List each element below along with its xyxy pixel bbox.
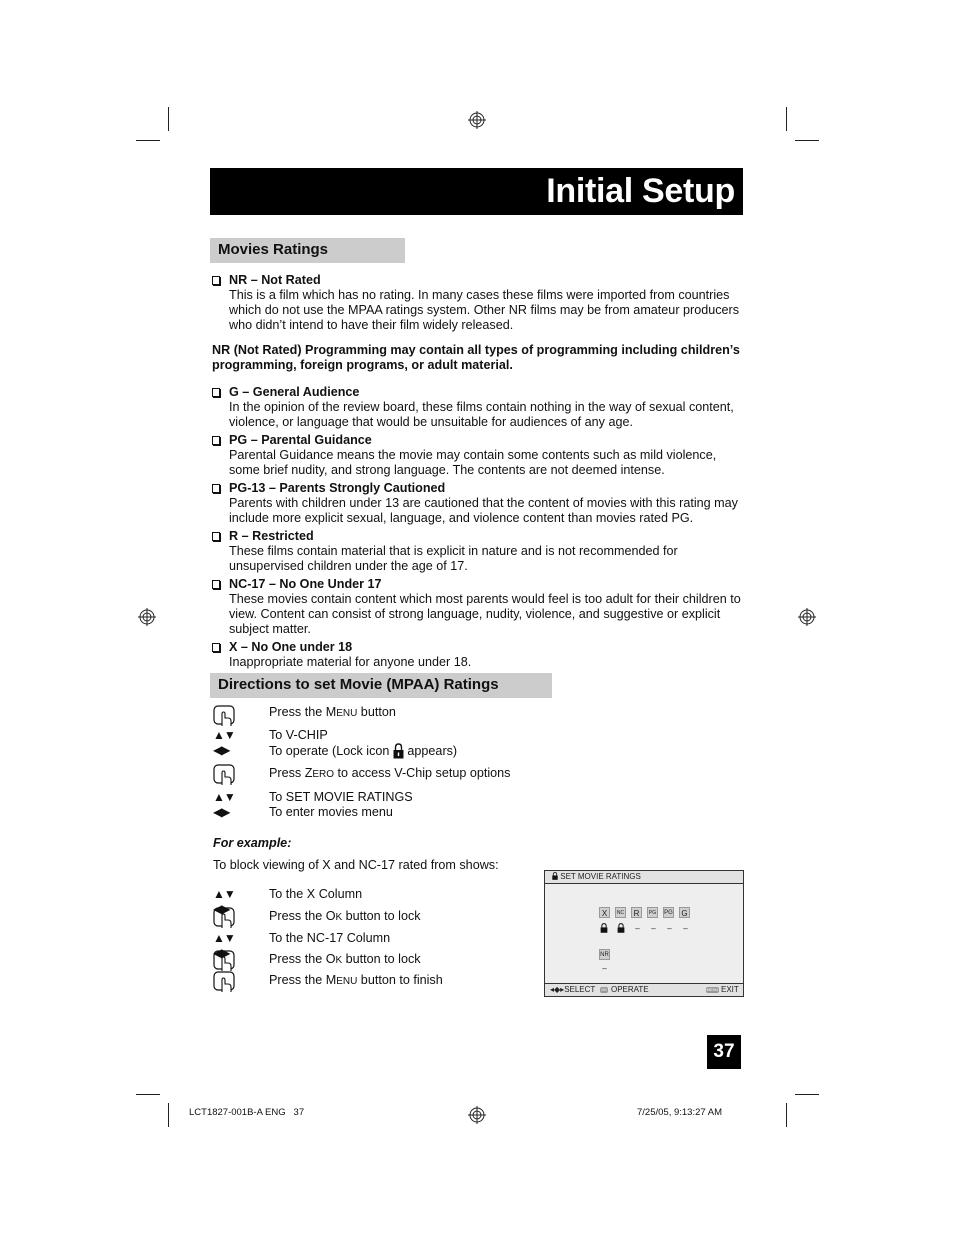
step-text: To the X Column [269, 887, 363, 901]
checkbox-bullet-icon [212, 643, 220, 652]
lock-icon [617, 923, 625, 933]
nr-warning: NR (Not Rated) Programming may contain all types of programming including children’s programming, foreign programs, or adult material. [212, 343, 740, 372]
left-right-arrows-icon: ◀▶ [213, 805, 230, 819]
step-text: Press the OK button to lock [269, 952, 421, 966]
example-label: For example: [213, 836, 292, 850]
page-number: 37 [707, 1035, 741, 1069]
up-down-arrows-icon: ▲▼ [213, 728, 235, 742]
osd-set-movie-ratings [544, 870, 744, 997]
rating-desc: Parental Guidance means the movie may contain some contents such as mild violence, some brief nudity, and strong language. The contents are not deemed intense. [229, 448, 717, 477]
rating-head: PG-13 – Parents Strongly Cautioned [229, 481, 446, 495]
checkbox-bullet-icon [212, 484, 220, 493]
rating-head: R – Restricted [229, 529, 314, 543]
crop-mark [786, 107, 787, 131]
remote-hand-icon [213, 906, 237, 930]
registration-mark-icon [468, 1106, 486, 1124]
rating-desc: Inappropriate material for anyone under 18. [229, 655, 472, 669]
ratings-list [212, 273, 744, 673]
crop-mark [136, 1094, 160, 1095]
osd-title-bar [545, 871, 743, 884]
osd-footer-bar [545, 983, 743, 996]
rating-item-pg [212, 433, 744, 478]
lock-icon [552, 872, 558, 880]
osd-col-nc17: NC [615, 907, 626, 918]
osd-col-g: G [679, 907, 690, 918]
checkbox-bullet-icon [212, 580, 220, 589]
rating-item-nr [212, 273, 744, 333]
osd-unlocked-dash: – [635, 924, 640, 933]
crop-mark [795, 140, 819, 141]
menu-key-icon: MENU [706, 987, 719, 992]
rating-desc: Parents with children under 13 are cautioned that the content of movies with this rating may include more explicit sexual, language, and violence content than movies rated PG. [229, 496, 738, 525]
step-text: To SET MOVIE RATINGS [269, 790, 413, 804]
step-text: Press the MENU button [269, 705, 396, 719]
up-down-arrows-icon: ▲▼ [213, 790, 235, 804]
lock-icon [393, 743, 404, 759]
rating-desc: This is a film which has no rating. In many cases these films were imported from countries which do not use the MPAA ratings system. Other NR films may be from amateur producers who didn’t intend to have their film widely released. [229, 288, 740, 332]
section-heading-text: Directions to set Movie (MPAA) Ratings [218, 676, 499, 693]
crop-mark [168, 1103, 169, 1127]
left-right-arrows-icon: ◀▶ [213, 743, 230, 757]
rating-head: NR – Not Rated [229, 273, 321, 287]
lock-icon [600, 923, 608, 933]
rating-desc: These films contain material that is explicit in nature and is not recommended for unsupervised children under the age of 17. [229, 544, 678, 573]
rating-item-r [212, 529, 744, 574]
rating-desc: In the opinion of the review board, these films contain nothing in the way of sexual content, violence, or language that would be unsuitable for audiences of any age. [229, 400, 734, 429]
step-text: Press the MENU button to finish [269, 973, 443, 987]
rating-item-nc17 [212, 577, 744, 637]
registration-mark-icon [468, 111, 486, 129]
footer-left: LCT1827-001B-A ENG 37 [189, 1107, 305, 1118]
rating-head: G – General Audience [229, 385, 360, 399]
footer-right: 7/25/05, 9:13:27 AM [637, 1107, 723, 1118]
rating-item-g [212, 385, 744, 430]
example-intro: To block viewing of X and NC-17 rated from shows: [213, 858, 499, 872]
osd-unlocked-dash: – [683, 924, 688, 933]
registration-mark-icon [798, 608, 816, 626]
osd-title: SET MOVIE RATINGS [560, 872, 641, 881]
osd-unlocked-dash: – [667, 924, 672, 933]
step-text: Press ZERO to access V-Chip setup options [269, 766, 511, 780]
checkbox-bullet-icon [212, 276, 220, 285]
osd-exit-hint: EXIT [721, 985, 739, 994]
ok-key-icon: OK [601, 987, 607, 992]
osd-select-hint: ◂◆▸SELECT [550, 985, 596, 994]
rating-head: X – No One under 18 [229, 640, 353, 654]
osd-row-nr: NR [599, 949, 610, 960]
page-title-bar [210, 168, 743, 215]
osd-operate-hint: OPERATE [611, 985, 649, 994]
four-way-arrows-icon: ▲▼ ◀▶ [213, 931, 235, 960]
step-text: Press the OK button to lock [269, 909, 421, 923]
rating-head: NC-17 – No One Under 17 [229, 577, 382, 591]
rating-head: PG – Parental Guidance [229, 433, 372, 447]
remote-hand-icon [213, 970, 237, 994]
osd-col-pg: PG [663, 907, 674, 918]
crop-mark [136, 140, 160, 141]
step-text: To operate (Lock icon appears) [269, 744, 458, 758]
checkbox-bullet-icon [212, 436, 220, 445]
checkbox-bullet-icon [212, 532, 220, 541]
section-heading-text: Movies Ratings [218, 241, 329, 258]
section-heading-movies-ratings [210, 238, 405, 263]
page-title: Initial Setup [546, 172, 735, 210]
rating-item-x [212, 640, 744, 670]
step-text: To enter movies menu [269, 805, 393, 819]
crop-mark [168, 107, 169, 131]
registration-mark-icon [138, 608, 156, 626]
crop-mark [786, 1103, 787, 1127]
osd-unlocked-dash: – [651, 924, 656, 933]
step-text: To the NC-17 Column [269, 931, 391, 945]
osd-col-x: X [599, 907, 610, 918]
rating-item-pg13 [212, 481, 744, 526]
remote-hand-icon [213, 763, 237, 787]
section-heading-directions [210, 673, 552, 698]
crop-mark [795, 1094, 819, 1095]
checkbox-bullet-icon [212, 388, 220, 397]
rating-desc: These movies contain content which most parents would feel is too adult for their children to view. Content can consist of strong language, nudity, violence, and suggestive or explicit subject matter. [229, 592, 741, 636]
remote-hand-icon [213, 704, 237, 728]
step-text: To V-CHIP [269, 728, 328, 742]
osd-col-pg13: PG [647, 907, 658, 918]
osd-col-r: R [631, 907, 642, 918]
osd-unlocked-dash: – [602, 964, 607, 973]
four-way-arrows-icon: ▲▼ ◀▶ [213, 887, 235, 916]
